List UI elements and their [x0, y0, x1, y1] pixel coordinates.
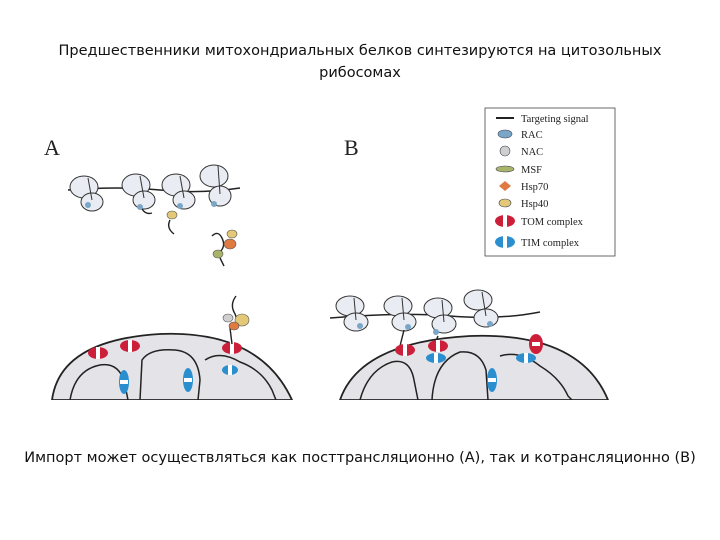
tom-complex-b3: [529, 334, 543, 354]
tim-complex-a2: [183, 368, 193, 392]
tim-complex-b1: [426, 353, 446, 363]
ribosome-a2: [122, 174, 155, 214]
ribosome-b4: [464, 290, 498, 327]
ribosome-a4: [200, 165, 231, 207]
rac-icon: [498, 130, 512, 138]
ribosome-a1: [70, 176, 103, 211]
svg-text:TOM complex: TOM complex: [521, 217, 583, 228]
tom-complex-b1: [395, 344, 415, 356]
tom-complex-b2: [428, 340, 448, 352]
mitochondrion-outer-a: [52, 334, 292, 400]
svg-text:MSF: MSF: [521, 165, 543, 176]
legend: [485, 108, 615, 256]
hsp40-icon: [499, 199, 511, 207]
tim-complex-a3: [222, 365, 238, 375]
tim-complex-b3: [516, 353, 536, 363]
nac-icon: [500, 146, 510, 156]
svg-text:Hsp70: Hsp70: [521, 182, 549, 193]
tom-complex-a2: [120, 340, 140, 352]
svg-text:Targeting signal: Targeting signal: [521, 114, 589, 125]
msf-icon: [496, 166, 514, 172]
panel-a: [52, 165, 292, 400]
tom-complex-a1: [88, 347, 108, 359]
page-title: Предшественники митохондриальных белков синтезируются на цитозольных рибосомах: [58, 43, 662, 81]
panel-label-b: B: [344, 135, 359, 160]
legend-item-tim: [495, 236, 580, 249]
ribosome-b2: [384, 296, 416, 346]
svg-text:TIM complex: TIM complex: [521, 238, 580, 249]
panel-b: [330, 290, 608, 400]
docking-precursor-a: [223, 296, 249, 344]
caption: Импорт может осуществляться как посттрансляционно (А), так и котрансляционно (В): [24, 450, 696, 466]
ribosome-b1: [336, 296, 368, 331]
svg-text:NAC: NAC: [521, 147, 544, 158]
panel-label-a: A: [44, 135, 60, 160]
ribosome-a3: [162, 174, 195, 234]
tim-complex-b2: [487, 368, 497, 392]
tim-complex-a1: [119, 370, 129, 394]
svg-text:Hsp40: Hsp40: [521, 199, 549, 210]
legend-item-tom: [495, 215, 584, 228]
released-precursor-a: [212, 230, 237, 266]
svg-text:RAC: RAC: [521, 130, 543, 141]
